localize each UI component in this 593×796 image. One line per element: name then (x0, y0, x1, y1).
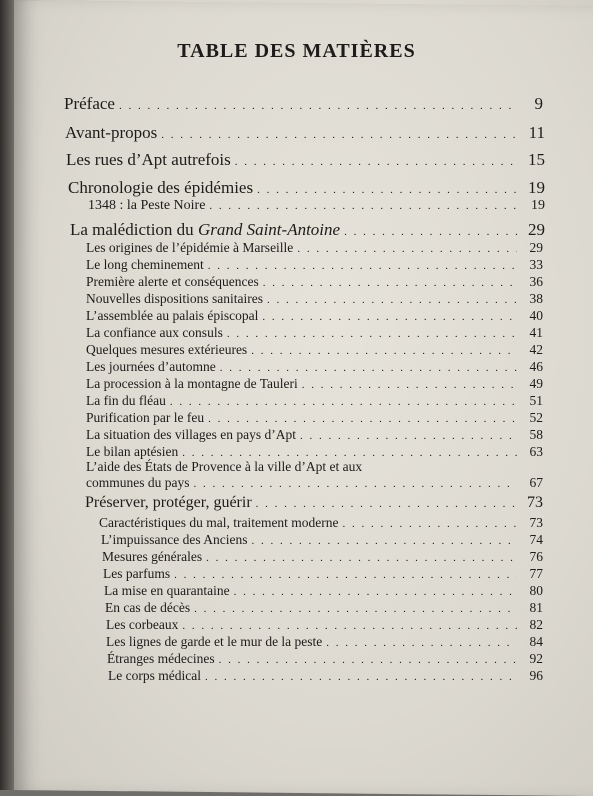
toc-page-number: 19 (531, 198, 545, 213)
toc-entry-label: L’assemblée au palais épiscopal (86, 308, 259, 323)
toc-entry-bilan (86, 444, 543, 460)
dot-leader (297, 243, 517, 255)
toc-page-number: 96 (529, 668, 543, 683)
toc-entry-label: Les rues d’Apt autrefois (66, 150, 231, 169)
toc-page-number: 74 (529, 532, 543, 547)
dot-leader (234, 586, 517, 598)
toc-entry-preserver (85, 494, 543, 512)
dot-leader (194, 476, 518, 492)
toc-page-number: 9 (534, 94, 543, 113)
toc-entry-purification (86, 410, 543, 426)
toc-entry-medecines (107, 651, 543, 667)
toc-page-number: 77 (529, 566, 543, 581)
toc-entry-quarantaine (104, 583, 543, 599)
dot-leader (119, 100, 517, 112)
toc-entry-label: Le bilan aptésien (86, 444, 179, 459)
dot-leader (208, 413, 517, 425)
dot-leader (251, 345, 517, 357)
toc-page-number: 11 (528, 123, 545, 142)
toc-entry-label-line1: L’aide des États de Provence à la ville d’Apt et aux (86, 459, 363, 474)
toc-page-number: 33 (529, 257, 543, 272)
dot-leader (194, 603, 517, 615)
toc-entry-label: La procession à la montagne de Tauleri (86, 376, 298, 391)
toc-page-number: 36 (529, 274, 543, 289)
dot-leader (302, 379, 517, 391)
toc-entry-assemblee (86, 308, 543, 324)
dot-leader (262, 311, 517, 323)
toc-entry-label: Première alerte et conséquences (86, 274, 259, 289)
toc-page-number: 81 (529, 600, 543, 615)
toc-entry-rues-apt (66, 150, 545, 170)
toc-entry-label: Les journées d’automne (86, 359, 216, 374)
toc-entry-peste-noire (88, 198, 545, 214)
toc-entry-mesures-gen (102, 549, 543, 565)
toc-page-number: 63 (529, 444, 543, 459)
toc-entry-label: Avant-propos (65, 123, 158, 142)
toc-page-number: 73 (527, 494, 543, 511)
dot-leader (182, 447, 517, 459)
toc-entry-avant-propos (65, 123, 545, 143)
dot-leader (220, 362, 517, 374)
toc-page-number: 29 (529, 240, 543, 255)
toc-entry-corbeaux (106, 617, 543, 633)
dot-leader (208, 260, 517, 272)
toc-entry-corps-medical (108, 668, 543, 684)
toc-entry-label: Les lignes de garde et le mur de la peste (106, 634, 323, 649)
toc-entry-origines (86, 240, 543, 256)
toc-page-number: 52 (529, 410, 543, 425)
dot-leader (174, 569, 517, 581)
toc-entry-label: Chronologie des épidémies (68, 178, 254, 197)
toc-page-number: 40 (529, 308, 543, 323)
dot-leader (209, 200, 519, 212)
toc-page-number: 19 (528, 178, 545, 197)
toc-entry-automne (86, 359, 543, 375)
toc-entry-label: Purification par le feu (86, 410, 205, 425)
toc-entry-label: La confiance aux consuls (86, 325, 223, 340)
toc-page-number: 42 (529, 342, 543, 357)
dot-leader (219, 654, 517, 666)
toc-entry-impuissance (101, 532, 543, 548)
toc-page-number: 73 (529, 515, 543, 530)
toc-entry-label-prefix: La malédiction du (70, 220, 198, 239)
toc-entry-mesures-ext (86, 342, 543, 358)
toc-page-number: 29 (528, 220, 545, 239)
toc-entry-label: Le long cheminement (86, 257, 204, 272)
toc-entry-label: Étranges médecines (107, 651, 215, 666)
toc-page-number: 46 (529, 359, 543, 374)
toc-page-number: 38 (529, 291, 543, 306)
toc-entry-procession (86, 376, 543, 392)
toc-entry-label: Les parfums (103, 566, 171, 581)
page-title: TABLE DES MATIÈRES (177, 40, 416, 62)
toc-entry-caracteristiques (99, 515, 543, 531)
toc-entry-label-italic: Grand Saint-Antoine (197, 220, 341, 239)
toc-entry-deces (105, 600, 543, 616)
toc-page-number: 58 (529, 427, 543, 442)
toc-entry-label: Préface (64, 94, 115, 113)
toc-entry-premiere-alerte (86, 274, 543, 290)
dot-leader (343, 518, 517, 530)
toc-entry-label: Le corps médical (108, 668, 201, 683)
toc-entry-preface (64, 94, 543, 114)
toc-entry-label: communes du pays (86, 475, 190, 490)
toc-entry-malediction (70, 220, 545, 240)
toc-page-number: 84 (529, 634, 543, 649)
toc-entry-label: Les corbeaux (106, 617, 179, 632)
toc-entry-chronologie (68, 178, 545, 198)
toc-entry-label: L’impuissance des Anciens (101, 532, 248, 547)
dot-leader (267, 294, 517, 306)
dot-leader (182, 620, 517, 632)
toc-entry-label: Quelques mesures extérieures (86, 342, 248, 357)
toc-page-number: 15 (528, 150, 545, 169)
dot-leader (257, 184, 519, 196)
toc-entry-dispositions (86, 291, 543, 307)
dot-leader (227, 328, 517, 340)
toc-entry-label (70, 220, 340, 240)
toc-entry-label: Nouvelles dispositions sanitaires (86, 291, 263, 306)
toc-entry-label: 1348 : la Peste Noire (88, 198, 206, 213)
dot-leader (300, 430, 517, 442)
toc-entry-parfums (103, 566, 543, 582)
dot-leader (256, 498, 517, 510)
toc-entry-label: Caractéristiques du mal, traitement moderne (99, 515, 339, 530)
toc-page-number: 76 (529, 549, 543, 564)
toc-entry-line2 (86, 475, 543, 492)
toc-entry-label: En cas de décès (105, 600, 191, 615)
toc-entry-label: Mesures générales (102, 549, 203, 564)
dot-leader (170, 396, 517, 408)
toc-page-number: 92 (529, 651, 543, 666)
dot-leader (161, 129, 519, 141)
toc-page-number: 41 (529, 325, 543, 340)
toc-page-number: 82 (529, 617, 543, 632)
toc-entry-villages (86, 427, 543, 443)
dot-leader (263, 277, 517, 289)
toc-page-number: 49 (529, 376, 543, 391)
toc-entry-lignes-garde (106, 634, 543, 650)
toc-page-number: 80 (529, 583, 543, 598)
dot-leader (235, 156, 519, 168)
dot-leader (251, 535, 517, 547)
dot-leader (344, 226, 519, 238)
toc-page-number: 51 (529, 393, 543, 408)
toc-entry-consuls (86, 325, 543, 341)
toc-entry-label: Préserver, protéger, guérir (85, 494, 252, 511)
toc-entry-aide-etats (86, 459, 543, 492)
dot-leader (326, 637, 517, 649)
toc-entry-cheminement (86, 257, 543, 273)
dot-leader (206, 552, 517, 564)
toc-entry-label: La situation des villages en pays d’Apt (86, 427, 296, 442)
dot-leader (205, 671, 517, 683)
toc-page-number: 67 (529, 475, 543, 490)
toc-entry-fin-fleau (86, 393, 543, 409)
toc-entry-label: La mise en quarantaine (104, 583, 230, 598)
toc-entry-label: Les origines de l’épidémie à Marseille (86, 240, 294, 255)
toc-entry-label: La fin du fléau (86, 393, 166, 408)
